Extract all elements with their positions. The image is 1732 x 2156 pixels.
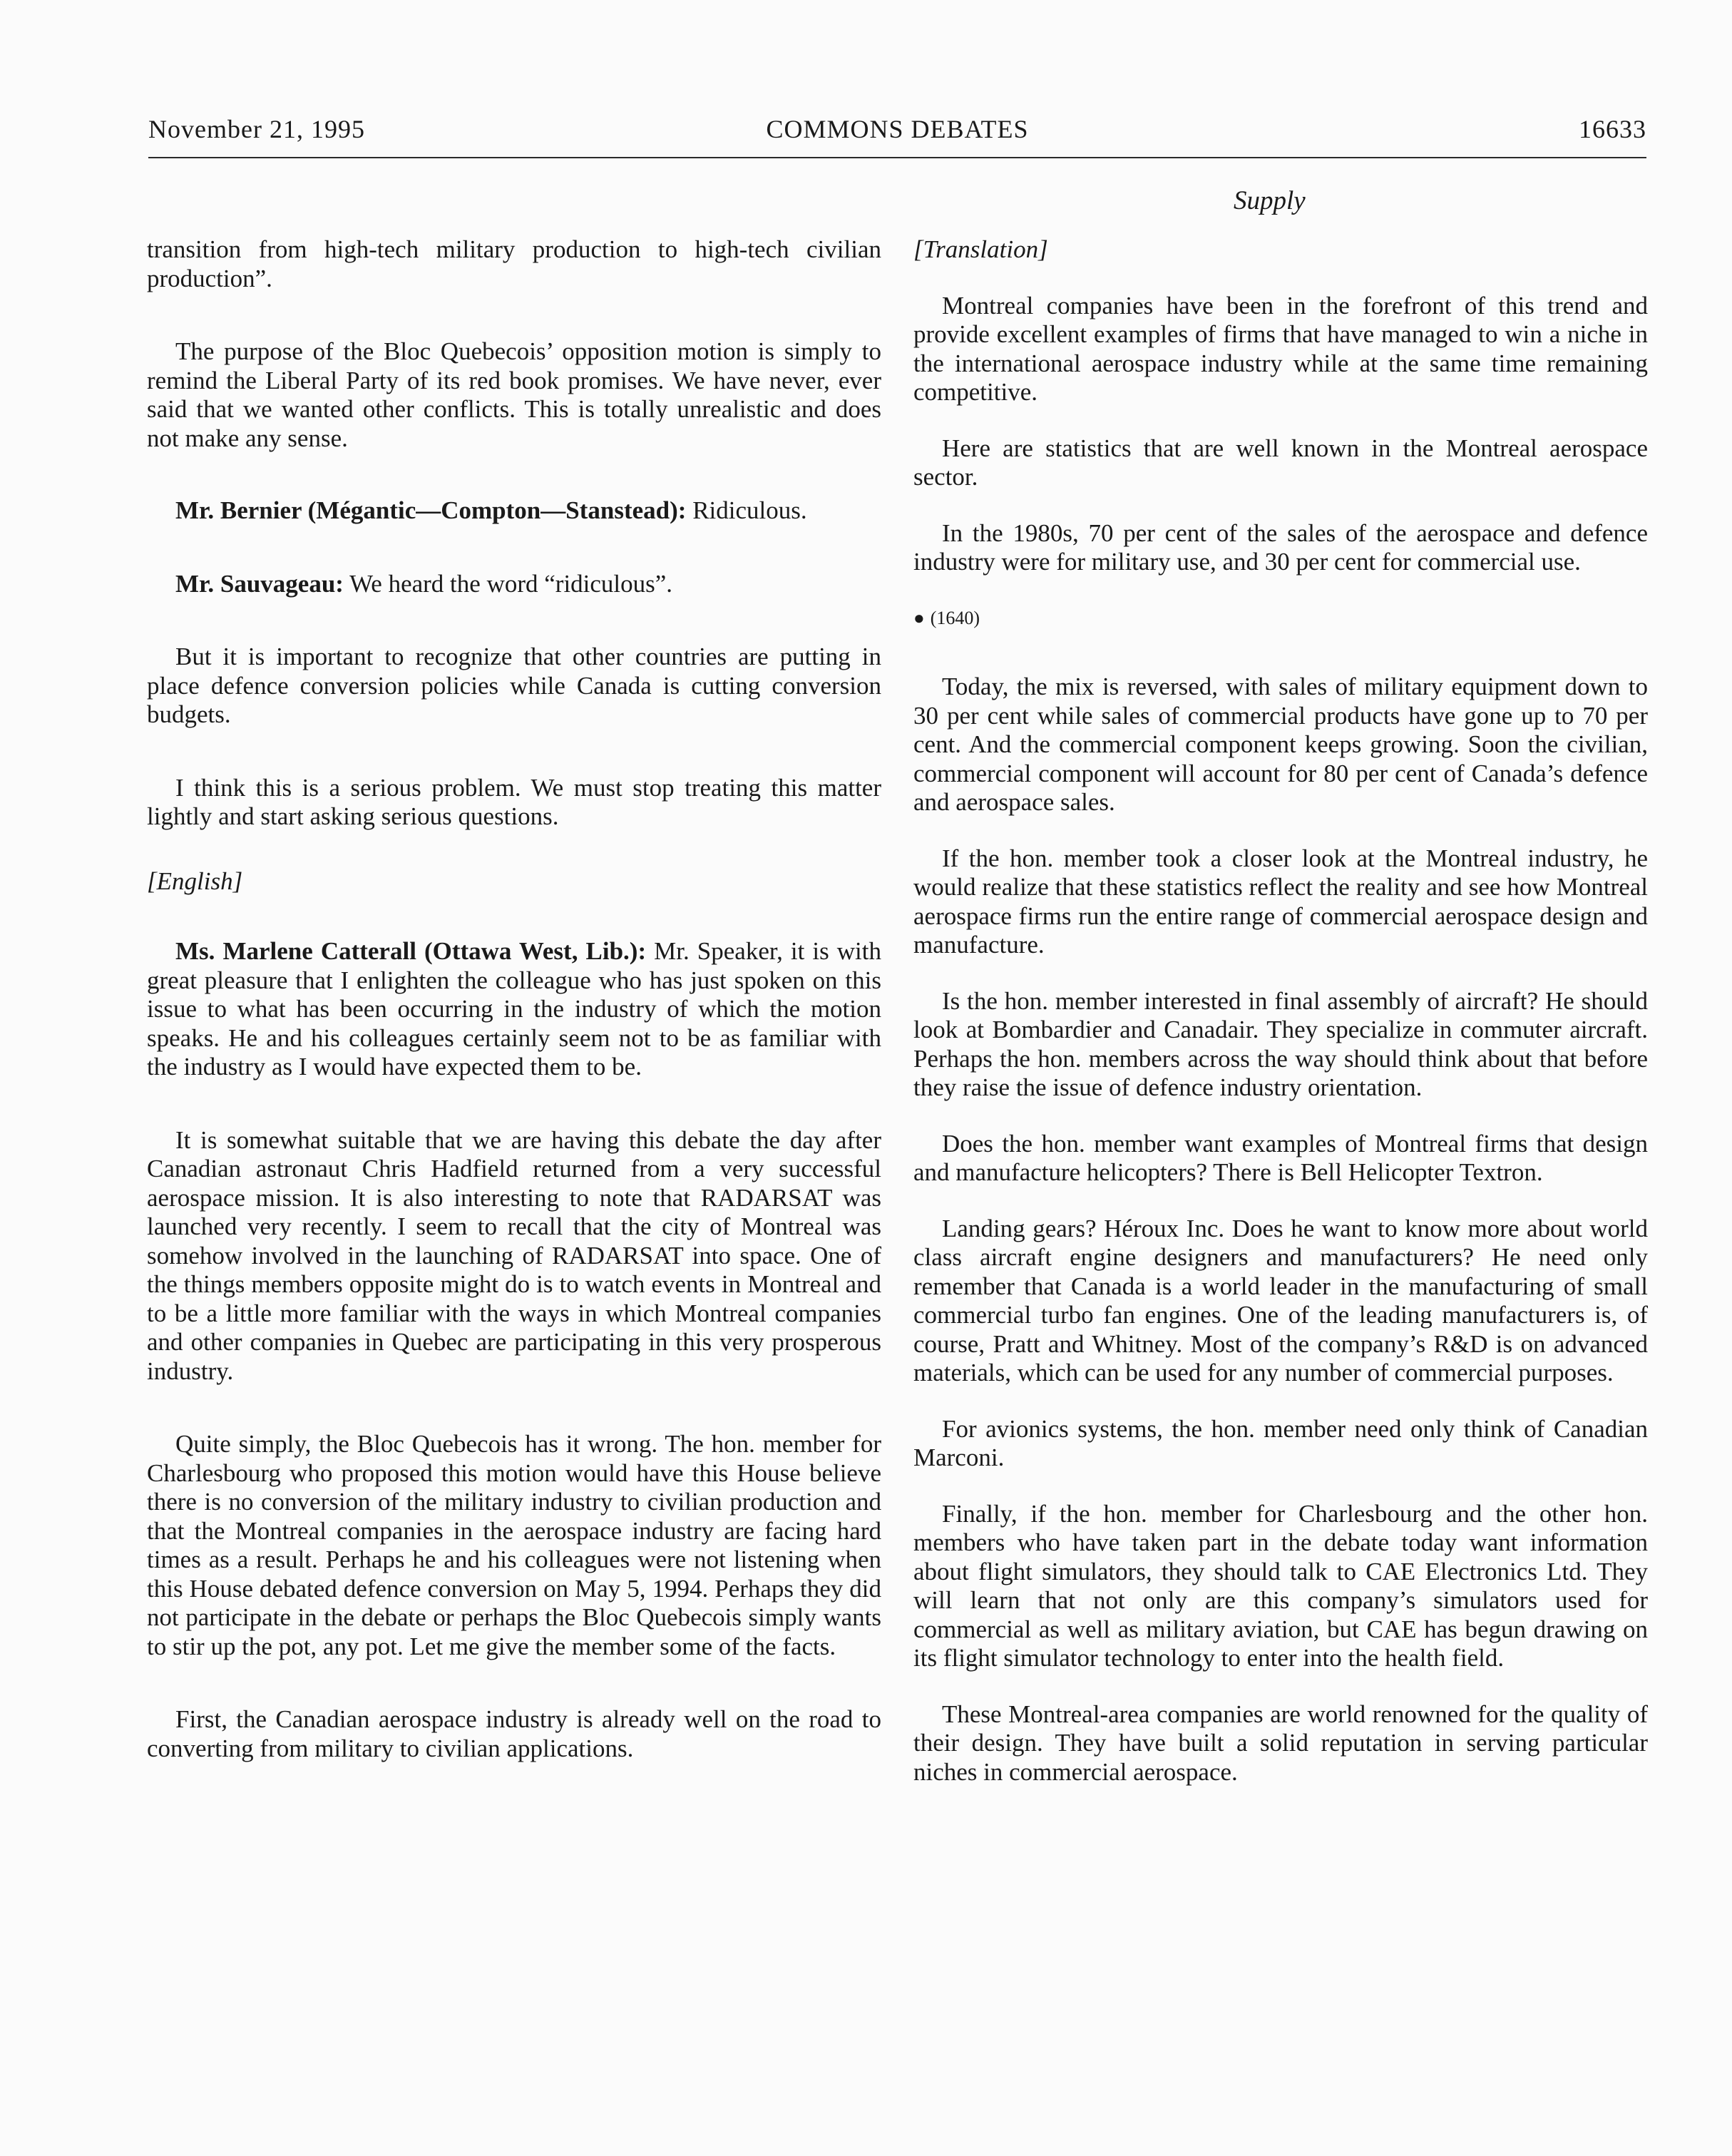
paragraph: Montreal companies have been in the forefront of this trend and provide excellent examples of firms that have managed to win a niche in the international aerospace industry while at the same time remaining competitive. bbox=[913, 291, 1648, 406]
paragraph: It is somewhat suitable that we are having this debate the day after Canadian astronaut Chris Hadfield returned from a very successful aerospace mission. It is also interesting to note that RADARSAT was launched very recently. I seem to recall that the city of Montreal was somehow involved in the launching of RADARSAT into space. One of the things members opposite might do is to watch events in Montreal and to be a little more familiar with the ways in which Montreal companies and other companies in Quebec are participating in this very prosperous industry. bbox=[147, 1125, 881, 1385]
section-label: Supply bbox=[1234, 186, 1306, 215]
paragraph: Does the hon. member want examples of Montreal firms that design and manufacture helicopters? There is Bell Helicopter Textron. bbox=[913, 1129, 1648, 1186]
page-header bbox=[148, 107, 1646, 158]
time-marker bbox=[913, 604, 1648, 633]
paragraph: But it is important to recognize that other countries are putting in place defence conversion policies while Canada is cutting conversion budgets. bbox=[147, 643, 881, 728]
paragraph: Today, the mix is reversed, with sales of military equipment down to 30 per cent while sales of commercial products have gone up to 70 per cent. And the commercial component keeps growing. Soon the civilian, commercial component will account for 80 per cent of Canada’s defence and aerospace sales. bbox=[913, 673, 1648, 816]
paragraph: Landing gears? Héroux Inc. Does he want to know more about world class aircraft engine designers and manufacturers? He need only remember that Canada is a world leader in the manufacturing of small commercial turbo fan engines. One of the leading manufacturers is, of course, Pratt and Whitney. Most of the company’s R&D is on advanced materials, which can be used for any number of commercial purposes. bbox=[913, 1214, 1648, 1386]
speech-paragraph bbox=[147, 496, 881, 526]
page-number: 16633 bbox=[1579, 115, 1646, 143]
paragraph: In the 1980s, 70 per cent of the sales of the aerospace and defence industry were for military use, and 30 per cent for commercial use. bbox=[913, 518, 1648, 576]
paragraph: Quite simply, the Bloc Quebecois has it wrong. The hon. member for Charlesbourg who proposed this motion would have this House believe there is no conversion of the military industry to civilian production and that the Montreal companies in the aerospace industry are facing hard times as a result. Perhaps he and his colleagues were not listening when this House debated defence conversion on May 5, 1994. Perhaps they did not participate in the debate or perhaps the Bloc Quebecois simply wants to stir up the pot, any pot. Let me give the member some of the facts. bbox=[147, 1430, 881, 1660]
paragraph: I think this is a serious problem. We must stop treating this matter lightly and start asking serious questions. bbox=[147, 773, 881, 830]
paragraph: If the hon. member took a closer look at the Montreal industry, he would realize that these statistics reflect the reality and see how Montreal aerospace firms run the entire range of commercial aerospace design and manufacture. bbox=[913, 844, 1648, 959]
paragraph: For avionics systems, the hon. member need only think of Canadian Marconi. bbox=[913, 1414, 1648, 1471]
paragraph: transition from high-tech military production to high-tech civilian production”. bbox=[147, 235, 881, 292]
speech-paragraph bbox=[147, 937, 881, 1082]
left-column bbox=[147, 232, 881, 1763]
speech-paragraph bbox=[147, 570, 881, 599]
header-date: November 21, 1995 bbox=[148, 115, 365, 143]
language-tag: [Translation] bbox=[913, 235, 1048, 263]
paragraph: Is the hon. member interested in final assembly of aircraft? He should look at Bombardier and Canadair. They specialize in commuter aircraft. Perhaps the hon. members across the way should think about that before they raise the issue of defence industry orientation. bbox=[913, 986, 1648, 1101]
speaker-name: Mr. Sauvageau: bbox=[175, 569, 344, 598]
speech-text: Mr. Speaker, it is with great pleasure that I enlighten the colleague who has just spoken on this issue to what has been occurring in the industry of which the motion speaks. He and his colleagues certainly seem not to be as familiar with the industry as I would have expected them to be. bbox=[147, 937, 881, 1080]
paragraph: These Montreal-area companies are world renowned for the quality of their design. They have built a solid reputation in serving particular niches in commercial aerospace. bbox=[913, 1700, 1648, 1786]
bullet-icon: ● bbox=[913, 607, 925, 628]
time-marker-text: (1640) bbox=[930, 607, 980, 628]
paragraph: First, the Canadian aerospace industry is already well on the road to converting from military to civilian applications. bbox=[147, 1705, 881, 1762]
header-title: COMMONS DEBATES bbox=[766, 115, 1029, 143]
speech-text: Ridiculous. bbox=[686, 496, 807, 524]
language-tag: [English] bbox=[147, 867, 243, 895]
right-column bbox=[913, 232, 1648, 1787]
speaker-name: Mr. Bernier (Mégantic—Compton—Stanstead): bbox=[175, 496, 687, 524]
speaker-name: Ms. Marlene Catterall (Ottawa West, Lib.): bbox=[175, 937, 647, 965]
paragraph: Here are statistics that are well known in the Montreal aerospace sector. bbox=[913, 434, 1648, 491]
speech-text: We heard the word “ridiculous”. bbox=[343, 569, 673, 598]
paragraph: The purpose of the Bloc Quebecois’ opposition motion is simply to remind the Liberal Party of its red book promises. We have never, ever said that we wanted other conflicts. This is totally unrealistic and does not make any sense. bbox=[147, 337, 881, 452]
paragraph: Finally, if the hon. member for Charlesbourg and the other hon. members who have taken part in the debate today want information about flight simulators, they should talk to CAE Electronics Ltd. They will learn that not only are this company’s simulators used for commercial as well as military aviation, but CAE has begun drawing on its flight simulator technology to enter into the health field. bbox=[913, 1499, 1648, 1672]
